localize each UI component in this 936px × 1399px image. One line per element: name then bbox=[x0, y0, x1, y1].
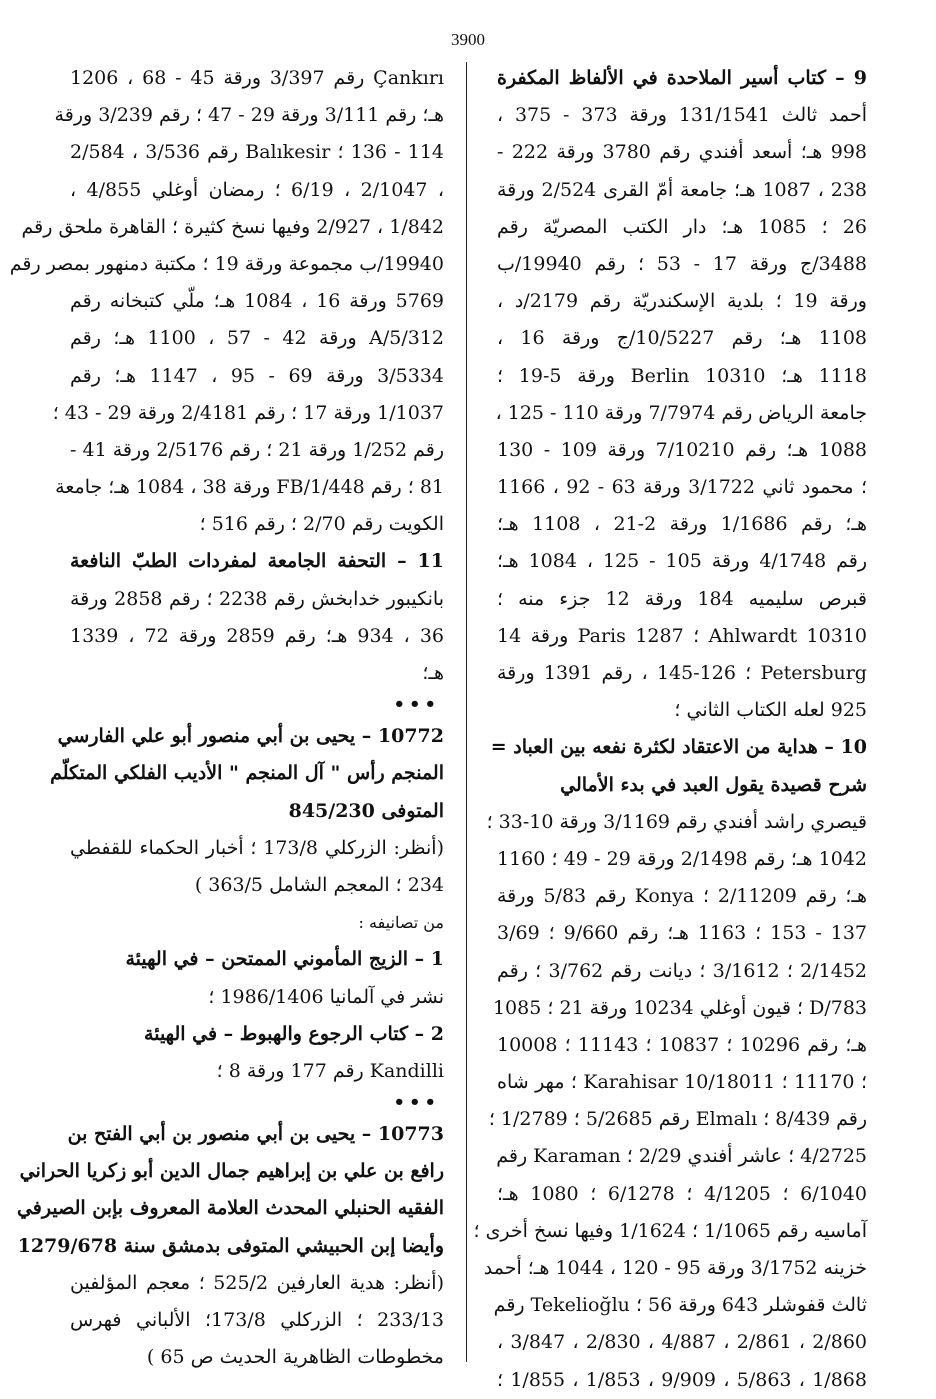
left-column-line: 114 - 136 ؛ Balıkesir رقم 3/536 ، 2/584 bbox=[70, 141, 445, 164]
right-column-line: شرح قصيدة يقول العبد في بدء الأمالي bbox=[560, 773, 867, 796]
right-column-line: 1042 هـ؛ رقم 2/1498 ورقة 29 - 49 ؛ 1160 bbox=[497, 847, 868, 870]
left-column-line: هـ؛ bbox=[422, 662, 444, 684]
left-column-line: 234 ؛ المعجم الشامل 363/5 ) bbox=[194, 873, 444, 896]
left-column-line: وأيضا إبن الحبيشي المتوفى بدمشق سنة 1279/678 bbox=[17, 1234, 444, 1257]
right-column-line: 4/2725 ؛ عاشر أفندي 2/29 ؛ Karaman رقم bbox=[496, 1145, 867, 1168]
left-column-line: 36 ، 934 هـ؛ رقم 2859 ورقة 72 ، 1339 bbox=[70, 624, 445, 647]
left-column-line: 1/1037 ورقة 17 ؛ رقم 2/4181 ورقة 29 - 43 ؛ bbox=[52, 401, 444, 424]
right-column-line: جامعة الرياض رقم 7/7974 ورقة 110 - 125 ، bbox=[495, 401, 867, 424]
right-column-line: 1108 هـ؛ رقم 10/5227/ج ورقة 16 ، bbox=[497, 327, 867, 350]
left-column-line: بانكيبور خدابخش رقم 2238 ؛ رقم 2858 ورقة bbox=[70, 587, 444, 610]
right-column-line: 2/1452 ؛ 3/1612 ؛ ديانت رقم 3/762 ؛ رقم bbox=[497, 959, 867, 982]
right-column bbox=[473, 60, 868, 1399]
right-column-line: 925 لعله الكتاب الثاني ؛ bbox=[674, 699, 867, 722]
left-column-line: 81 ؛ رقم 1/448/FB ورقة 38 ، 1084 هـ؛ جامعة bbox=[55, 476, 444, 499]
right-column-line: 6/1040 ؛ 4/1205 ؛ 6/1278 ؛ 1080 هـ؛ bbox=[497, 1182, 867, 1205]
left-column-line: الكويت رقم 2/70 ؛ رقم 516 ؛ bbox=[199, 513, 444, 536]
right-column-line: ؛ 11170 ؛ Karahisar 10/18011 ؛ مهر شاه bbox=[497, 1071, 867, 1094]
right-column-line: 2/860 ، 2/861 ، 4/887 ، 2/830 ، 3/847 ، bbox=[497, 1331, 867, 1354]
left-column-line: 11 – التحفة الجامعة لمفردات الطبّ النافعة bbox=[70, 550, 444, 573]
right-column-line: 137 - 153 ؛ 1163 هـ؛ رقم 9/660 ؛ 3/69 bbox=[497, 922, 868, 945]
left-column-line: من تصانيفه : bbox=[358, 913, 444, 933]
right-column-line: Petersburg ؛ 126-145 ، رقم 1391 ورقة bbox=[497, 662, 867, 684]
right-column-line: 9 – كتاب أسير الملاحدة في الألفاظ المكفرة bbox=[497, 67, 867, 89]
left-column-line: رافع بن علي بن إبراهيم جمال الدين أبو زكريا الحراني bbox=[19, 1160, 444, 1183]
left-column-line: Çankırı رقم 3/397 ورقة 45 - 68 ، 1206 bbox=[70, 67, 445, 89]
right-column-line: Ahlwardt 10310 ؛ Paris 1287 ورقة 14 bbox=[497, 624, 868, 647]
right-column-line: هـ؛ رقم 1/1686 ورقة 2-21 ، 1108 هـ؛ bbox=[497, 513, 867, 536]
right-column-line: أحمد ثالث 131/1541 ورقة 373 - 375 ، bbox=[497, 104, 867, 127]
left-column bbox=[9, 60, 445, 1376]
right-column-line: ؛ محمود ثاني 3/1722 ورقة 63 - 92 ، 1166 bbox=[497, 476, 868, 499]
right-column-line: 1/868 ، 5/863 ، 9/909 ، 1/853 ، 1/855 ؛ bbox=[497, 1368, 867, 1391]
right-column-line: 26 ؛ 1085 هـ؛ دار الكتب المصريّة رقم bbox=[497, 215, 867, 238]
right-column-line: آماسيه رقم 1/1065 ؛ 1/1624 وفيها نسخ أخرى ؛ bbox=[473, 1219, 867, 1242]
right-column-line: هـ؛ رقم 10296 ؛ 10837 ؛ 11143 ؛ 10008 bbox=[497, 1033, 867, 1056]
left-column-line: 233/13 ؛ الزركلي 173/8؛ الألباني فهرس bbox=[70, 1309, 444, 1331]
right-column-line: 3488/ج ورقة 17 - 53 ؛ رقم 19940/ب bbox=[497, 252, 868, 275]
column-divider bbox=[466, 62, 467, 1362]
right-column-line: رقم 4/1748 ورقة 105 - 125 ، 1084 هـ؛ bbox=[497, 550, 868, 573]
left-column-line: نشر في آلمانيا 1986/1406 ؛ bbox=[208, 985, 444, 1008]
left-column-line: المنجم رأس " آل المنجم " الأديب الفلكي المتكلّم bbox=[50, 762, 444, 785]
left-column-line: المتوفى 845/230 bbox=[288, 799, 444, 822]
left-column-line: مخطوطات الظاهرية الحديث ص 65 ) bbox=[146, 1346, 444, 1369]
left-column-line: 19940/ب مجموعة ورقة 19 ؛ مكتبة دمنهور بمصر رقم bbox=[9, 252, 444, 275]
right-column-line: 783/D ؛ قيون أوغلي 10234 ورقة 21 ؛ 1085 bbox=[492, 996, 867, 1019]
right-column-line: ورقة 19 ؛ بلدية الإسكندريّة رقم 2179/د ، bbox=[497, 290, 867, 313]
left-column-line: الفقيه الحنبلي المحدث العلامة المعروف بإبن الصيرفي bbox=[16, 1197, 444, 1220]
right-column-line: 1088 هـ؛ رقم 7/10210 ورقة 109 - 130 bbox=[497, 438, 868, 461]
right-column-line: 238 ، 1087 هـ؛ جامعة أمّ القرى 2/524 ورقة bbox=[497, 178, 867, 201]
left-column-line: 3/5334 ورقة 69 - 95 ، 1147 هـ؛ رقم bbox=[70, 364, 445, 387]
right-column-line: قبرص سليميه 184 ورقة 12 جزء منه ؛ bbox=[497, 587, 867, 610]
left-column-line: Kandilli رقم 177 ورقة 8 ؛ bbox=[216, 1059, 444, 1082]
left-column-line: 1 – الزيج المأموني الممتحن – في الهيئة bbox=[125, 948, 444, 971]
left-column-line: 5769 ورقة 16 ، 1084 هـ؛ ملّي كتبخانه رقم bbox=[70, 290, 444, 313]
left-column-line: 2 – كتاب الرجوع والهبوط – في الهيئة bbox=[144, 1022, 444, 1045]
right-column-line: هـ؛ رقم 2/11209 ؛ Konya رقم 5/83 ورقة bbox=[497, 885, 867, 908]
separator-dots: ••• bbox=[393, 1092, 440, 1114]
left-column-line: ، 2/1047 ، 6/19 ؛ رمضان أوغلي 4/855 ، bbox=[70, 178, 444, 201]
page-number: 3900 bbox=[451, 30, 485, 49]
right-column-line: 10 – هداية من الاعتقاد لكثرة نفعه بين العباد = bbox=[490, 736, 867, 759]
left-column-line: (أنظر: الزركلي 173/8 ؛ أخبار الحكماء للقفطي bbox=[70, 836, 444, 859]
left-column-line: 10773 – يحيى بن أبي منصور بن أبي الفتح بن bbox=[67, 1123, 444, 1146]
separator-dots: ••• bbox=[393, 694, 440, 716]
right-column-line: قيصري راشد أفندي رقم 3/1169 ورقة 10-33 ؛ bbox=[486, 810, 867, 833]
right-column-line: خزينه 3/1752 ورقة 95 - 120 ، 1044 هـ؛ أحمد bbox=[483, 1257, 867, 1279]
right-column-line: 1118 هـ؛ Berlin 10310 ورقة 5-19 ؛ bbox=[497, 364, 867, 387]
right-column-line: ثالث قفوشلر 643 ورقة 56 ؛ Tekelioğlu رقم bbox=[493, 1294, 867, 1317]
left-column-line: (أنظر: هدية العارفين 525/2 ؛ معجم المؤلفين bbox=[70, 1271, 444, 1294]
left-column-line: رقم 1/252 ورقة 21 ؛ رقم 2/5176 ورقة 41 - bbox=[70, 438, 445, 461]
right-column-line: رقم 8/439 ؛ Elmalı رقم 5/2685 ؛ 1/2789 ؛ bbox=[488, 1108, 867, 1131]
right-column-line: 998 هـ؛ أسعد أفندي رقم 3780 ورقة 222 - bbox=[497, 141, 867, 164]
left-column-line: 5/312/A ورقة 42 - 57 ، 1100 هـ؛ رقم bbox=[70, 327, 445, 350]
left-column-line: 1/842 ، 2/927 وفيها نسخ كثيرة ؛ القاهرة ملحق رقم bbox=[21, 215, 444, 238]
left-column-line: هـ؛ رقم 3/111 ورقة 29 - 47 ؛ رقم 3/239 ورقة bbox=[54, 104, 444, 127]
left-column-line: 10772 – يحيى بن أبي منصور أبو علي الفارسي bbox=[57, 725, 444, 748]
